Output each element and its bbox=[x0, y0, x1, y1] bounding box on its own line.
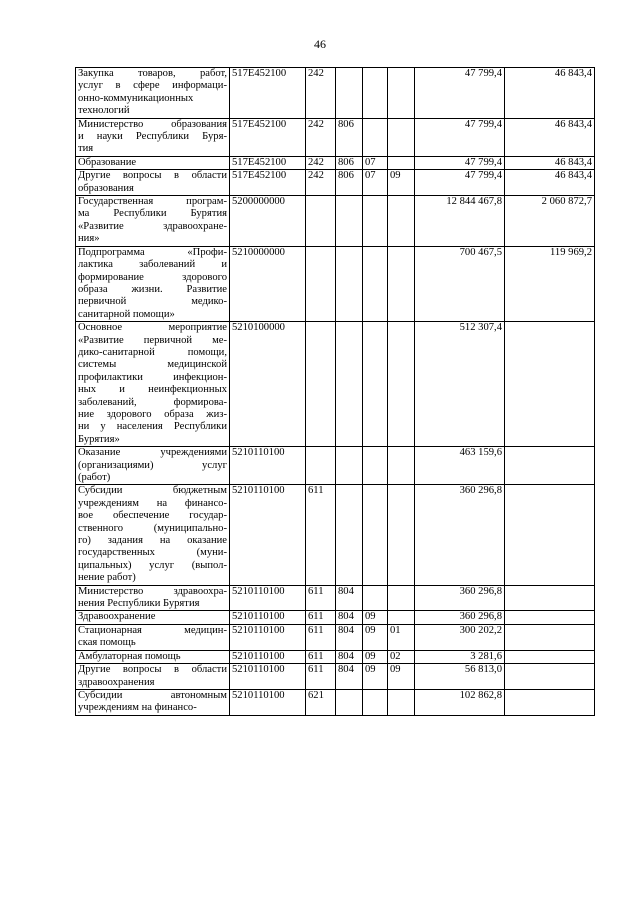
item-name-cell bbox=[76, 196, 230, 247]
subsection-code-cell bbox=[388, 156, 415, 169]
item-name-line: Стационарная медицин- bbox=[78, 624, 227, 636]
item-name-line: Государственная програм- bbox=[78, 196, 227, 208]
section-code-cell: 07 bbox=[363, 170, 388, 196]
item-name-line: государственных (муни- bbox=[78, 547, 227, 559]
expense-type-cell: 611 bbox=[306, 650, 336, 663]
item-name-cell bbox=[76, 246, 230, 321]
table-row bbox=[76, 624, 595, 650]
item-name-line: Основное мероприятие bbox=[78, 322, 227, 334]
item-name-line: образа жизни. Развитие bbox=[78, 283, 227, 295]
item-name-line: Закупка товаров, работ, bbox=[78, 68, 227, 79]
item-name-cell bbox=[76, 447, 230, 485]
subsection-code-cell bbox=[388, 485, 415, 585]
item-name-line: Министерство образования bbox=[78, 118, 227, 130]
item-name-line: профилактики инфекцион- bbox=[78, 371, 227, 383]
amount-cell-1: 47 799,4 bbox=[415, 156, 505, 169]
table-row bbox=[76, 585, 595, 611]
section-code-cell bbox=[363, 68, 388, 119]
item-name-line: Субсидии автономным bbox=[78, 689, 227, 701]
amount-cell-1: 300 202,2 bbox=[415, 624, 505, 650]
expense-type-cell: 611 bbox=[306, 585, 336, 611]
item-name-cell bbox=[76, 650, 230, 663]
item-name-line: ственного (муниципально- bbox=[78, 522, 227, 534]
program-code-cell: 5200000000 bbox=[230, 196, 306, 247]
ministry-code-cell: 804 bbox=[336, 624, 363, 650]
subsection-code-cell bbox=[388, 118, 415, 156]
expense-type-cell: 242 bbox=[306, 170, 336, 196]
section-code-cell: 09 bbox=[363, 611, 388, 624]
item-name-line: «Развитие здравоохране- bbox=[78, 220, 227, 232]
item-name-line: и науки Республики Буря- bbox=[78, 131, 227, 143]
program-code-cell: 517E452100 bbox=[230, 118, 306, 156]
table-row bbox=[76, 611, 595, 624]
item-name-line: услуг в сфере информаци- bbox=[78, 80, 227, 92]
item-name-cell bbox=[76, 118, 230, 156]
item-name-line: нения Республики Бурятия bbox=[78, 598, 200, 610]
program-code-cell: 517E452100 bbox=[230, 170, 306, 196]
item-name-cell bbox=[76, 585, 230, 611]
amount-cell-2 bbox=[505, 664, 595, 690]
section-code-cell bbox=[363, 118, 388, 156]
program-code-cell: 517E452100 bbox=[230, 68, 306, 119]
subsection-code-cell: 01 bbox=[388, 624, 415, 650]
section-code-cell bbox=[363, 322, 388, 447]
item-name-line: Другие вопросы в области bbox=[78, 664, 227, 676]
expense-type-cell: 242 bbox=[306, 156, 336, 169]
item-name-line: ных и неинфекционных bbox=[78, 384, 227, 396]
expense-type-cell: 621 bbox=[306, 689, 336, 715]
ministry-code-cell bbox=[336, 68, 363, 119]
program-code-cell: 5210110100 bbox=[230, 650, 306, 663]
item-name-line: формирование здорового bbox=[78, 271, 227, 283]
subsection-code-cell: 02 bbox=[388, 650, 415, 663]
program-code-cell: 5210110100 bbox=[230, 447, 306, 485]
section-code-cell bbox=[363, 485, 388, 585]
expense-type-cell bbox=[306, 196, 336, 247]
amount-cell-1: 47 799,4 bbox=[415, 118, 505, 156]
amount-cell-2: 46 843,4 bbox=[505, 68, 595, 119]
expense-type-cell bbox=[306, 322, 336, 447]
item-name-line: Здравоохранение bbox=[78, 611, 156, 623]
subsection-code-cell bbox=[388, 447, 415, 485]
amount-cell-2: 2 060 872,7 bbox=[505, 196, 595, 247]
amount-cell-2 bbox=[505, 689, 595, 715]
item-name-line: дико-санитарной помощи, bbox=[78, 346, 227, 358]
amount-cell-2 bbox=[505, 624, 595, 650]
item-name-cell bbox=[76, 156, 230, 169]
ministry-code-cell bbox=[336, 246, 363, 321]
item-name-line: ма Республики Бурятия bbox=[78, 208, 227, 220]
section-code-cell bbox=[363, 246, 388, 321]
expense-type-cell: 242 bbox=[306, 118, 336, 156]
item-name-line: первичной медико- bbox=[78, 296, 227, 308]
subsection-code-cell bbox=[388, 68, 415, 119]
subsection-code-cell bbox=[388, 585, 415, 611]
section-code-cell: 09 bbox=[363, 624, 388, 650]
subsection-code-cell: 09 bbox=[388, 664, 415, 690]
section-code-cell: 07 bbox=[363, 156, 388, 169]
item-name-line: системы медицинской bbox=[78, 359, 227, 371]
amount-cell-1: 47 799,4 bbox=[415, 170, 505, 196]
table-row bbox=[76, 170, 595, 196]
table-row bbox=[76, 196, 595, 247]
amount-cell-2: 46 843,4 bbox=[505, 170, 595, 196]
table-row bbox=[76, 485, 595, 585]
ministry-code-cell: 806 bbox=[336, 170, 363, 196]
subsection-code-cell bbox=[388, 689, 415, 715]
ministry-code-cell: 804 bbox=[336, 650, 363, 663]
program-code-cell: 5210110100 bbox=[230, 585, 306, 611]
table-row bbox=[76, 664, 595, 690]
ministry-code-cell: 806 bbox=[336, 118, 363, 156]
expense-type-cell: 611 bbox=[306, 664, 336, 690]
item-name-line: (работ) bbox=[78, 472, 111, 483]
program-code-cell: 5210110100 bbox=[230, 664, 306, 690]
subsection-code-cell bbox=[388, 196, 415, 247]
item-name-line: го) задания на оказание bbox=[78, 535, 227, 547]
item-name-line: Подпрограмма «Профи- bbox=[78, 246, 227, 258]
ministry-code-cell bbox=[336, 485, 363, 585]
item-name-line: нение работ) bbox=[78, 572, 136, 584]
table-row bbox=[76, 118, 595, 156]
program-code-cell: 5210110100 bbox=[230, 611, 306, 624]
amount-cell-1: 47 799,4 bbox=[415, 68, 505, 119]
amount-cell-1: 56 813,0 bbox=[415, 664, 505, 690]
table-row bbox=[76, 156, 595, 169]
item-name-line: Амбулаторная помощь bbox=[78, 650, 181, 662]
item-name-line: «Развитие первичной ме- bbox=[78, 334, 227, 346]
ministry-code-cell bbox=[336, 322, 363, 447]
ministry-code-cell: 806 bbox=[336, 156, 363, 169]
table-row bbox=[76, 68, 595, 119]
subsection-code-cell bbox=[388, 611, 415, 624]
item-name-line: тия bbox=[78, 143, 94, 155]
subsection-code-cell: 09 bbox=[388, 170, 415, 196]
table-row bbox=[76, 650, 595, 663]
item-name-line: Оказание учреждениями bbox=[78, 447, 227, 459]
section-code-cell: 09 bbox=[363, 664, 388, 690]
item-name-line: ципальных) услуг (выпол- bbox=[78, 559, 227, 571]
ministry-code-cell: 804 bbox=[336, 664, 363, 690]
item-name-line: ния» bbox=[78, 233, 100, 245]
section-code-cell bbox=[363, 585, 388, 611]
item-name-cell bbox=[76, 611, 230, 624]
amount-cell-2 bbox=[505, 447, 595, 485]
item-name-line: Бурятия» bbox=[78, 433, 120, 445]
table-body bbox=[76, 68, 595, 716]
item-name-line: Министерство здравоохра- bbox=[78, 585, 227, 597]
ministry-code-cell: 804 bbox=[336, 611, 363, 624]
amount-cell-2 bbox=[505, 322, 595, 447]
amount-cell-2 bbox=[505, 485, 595, 585]
expense-type-cell: 611 bbox=[306, 624, 336, 650]
amount-cell-2 bbox=[505, 650, 595, 663]
item-name-line: ние здорового образа жиз- bbox=[78, 408, 227, 420]
table-row bbox=[76, 689, 595, 715]
program-code-cell: 5210100000 bbox=[230, 322, 306, 447]
ministry-code-cell bbox=[336, 689, 363, 715]
amount-cell-1: 463 159,6 bbox=[415, 447, 505, 485]
table-row bbox=[76, 322, 595, 447]
amount-cell-2: 119 969,2 bbox=[505, 246, 595, 321]
item-name-line: вое обеспечение государ- bbox=[78, 510, 227, 522]
expense-type-cell bbox=[306, 447, 336, 485]
amount-cell-1: 700 467,5 bbox=[415, 246, 505, 321]
item-name-line: Образование bbox=[78, 156, 137, 168]
item-name-line: учреждениям на финансо- bbox=[78, 702, 197, 714]
item-name-cell bbox=[76, 485, 230, 585]
item-name-line: учреждениям на финансо- bbox=[78, 497, 227, 509]
amount-cell-2 bbox=[505, 611, 595, 624]
amount-cell-2: 46 843,4 bbox=[505, 156, 595, 169]
item-name-line: (организациями) услуг bbox=[78, 459, 227, 471]
program-code-cell: 5210000000 bbox=[230, 246, 306, 321]
program-code-cell: 517E452100 bbox=[230, 156, 306, 169]
item-name-cell bbox=[76, 322, 230, 447]
item-name-line: ни у населения Республики bbox=[78, 421, 227, 433]
amount-cell-1: 12 844 467,8 bbox=[415, 196, 505, 247]
item-name-cell bbox=[76, 624, 230, 650]
item-name-cell bbox=[76, 689, 230, 715]
expense-type-cell bbox=[306, 246, 336, 321]
amount-cell-1: 3 281,6 bbox=[415, 650, 505, 663]
subsection-code-cell bbox=[388, 322, 415, 447]
item-name-cell bbox=[76, 664, 230, 690]
amount-cell-2: 46 843,4 bbox=[505, 118, 595, 156]
item-name-cell bbox=[76, 170, 230, 196]
item-name-cell bbox=[76, 68, 230, 119]
expense-type-cell: 242 bbox=[306, 68, 336, 119]
section-code-cell: 09 bbox=[363, 650, 388, 663]
amount-cell-1: 512 307,4 bbox=[415, 322, 505, 447]
subsection-code-cell bbox=[388, 246, 415, 321]
item-name-line: ская помощь bbox=[78, 637, 136, 649]
expense-type-cell: 611 bbox=[306, 485, 336, 585]
item-name-line: образования bbox=[78, 182, 134, 194]
amount-cell-1: 360 296,8 bbox=[415, 611, 505, 624]
program-code-cell: 5210110100 bbox=[230, 624, 306, 650]
ministry-code-cell bbox=[336, 196, 363, 247]
table-row bbox=[76, 447, 595, 485]
section-code-cell bbox=[363, 689, 388, 715]
item-name-line: лактика заболеваний и bbox=[78, 259, 227, 271]
budget-table bbox=[75, 67, 595, 716]
item-name-line: технологий bbox=[78, 105, 130, 117]
item-name-line: заболеваний, формирова- bbox=[78, 396, 227, 408]
program-code-cell: 5210110100 bbox=[230, 485, 306, 585]
item-name-line: здравоохранения bbox=[78, 676, 155, 688]
program-code-cell: 5210110100 bbox=[230, 689, 306, 715]
amount-cell-1: 360 296,8 bbox=[415, 485, 505, 585]
item-name-line: Субсидии бюджетным bbox=[78, 485, 227, 497]
ministry-code-cell: 804 bbox=[336, 585, 363, 611]
amount-cell-2 bbox=[505, 585, 595, 611]
item-name-line: онно-коммуникационных bbox=[78, 92, 194, 104]
expense-type-cell: 611 bbox=[306, 611, 336, 624]
table-row bbox=[76, 246, 595, 321]
amount-cell-1: 102 862,8 bbox=[415, 689, 505, 715]
ministry-code-cell bbox=[336, 447, 363, 485]
amount-cell-1: 360 296,8 bbox=[415, 585, 505, 611]
item-name-line: санитарной помощи» bbox=[78, 308, 175, 320]
page-number: 46 bbox=[314, 37, 326, 51]
section-code-cell bbox=[363, 196, 388, 247]
item-name-line: Другие вопросы в области bbox=[78, 170, 227, 182]
section-code-cell bbox=[363, 447, 388, 485]
